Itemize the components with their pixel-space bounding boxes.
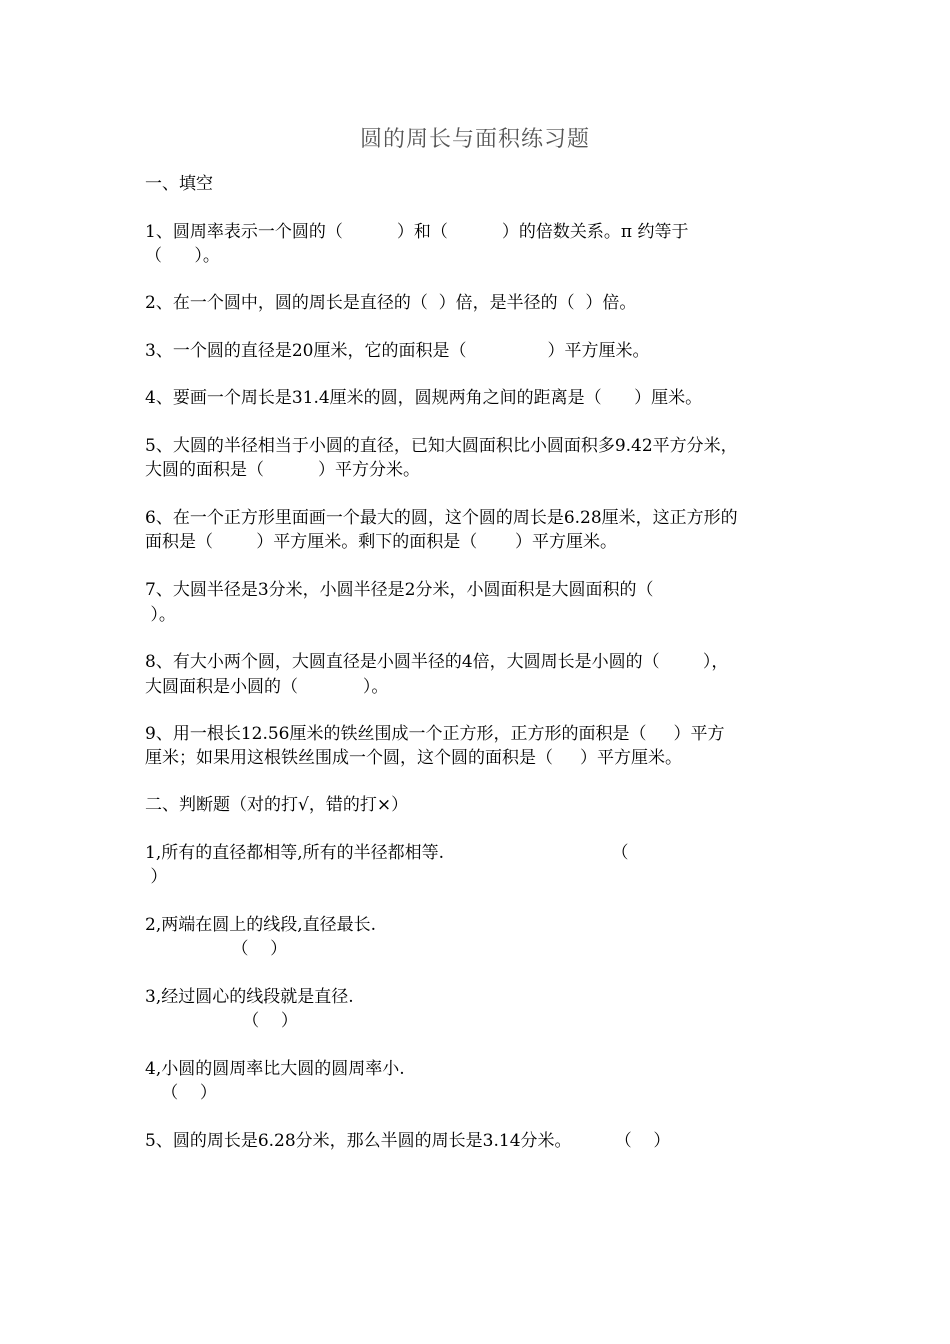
judgment-line: 2,两端在圆上的线段,直径最长. <box>145 915 377 935</box>
question-line: 1、圆周率表示一个圆的（ ）和（ ）的倍数关系。π 约等于 <box>145 222 689 242</box>
question-line: 8、有大小两个圆，大圆直径是小圆半径的4倍，大圆周长是小圆的（ ）， <box>145 652 729 672</box>
question-line: 面积是（ ）平方厘米。剩下的面积是（ ）平方厘米。 <box>145 532 618 552</box>
judgment-line: 5、圆的周长是6.28分米，那么半圆的周长是3.14分米。 （ ） <box>145 1131 671 1151</box>
judgment-line: 4,小圆的圆周率比大圆的圆周率小. <box>145 1059 405 1079</box>
question-line: 7、大圆半径是3分米，小圆半径是2分米，小圆面积是大圆面积的（ <box>145 580 654 600</box>
judgment-line: （ ） <box>145 1083 217 1103</box>
judgment-line: 3,经过圆心的线段就是直径. <box>145 987 354 1007</box>
question-line: 厘米；如果用这根铁丝围成一个圆，这个圆的面积是（ ）平方厘米。 <box>145 748 683 768</box>
question-line: （ ）。 <box>145 246 220 266</box>
judgment-line: （ ） <box>145 1011 298 1031</box>
question-line: 大圆面积是小圆的（ ）。 <box>145 677 389 697</box>
question-line: 2、在一个圆中，圆的周长是直径的（ ）倍，是半径的（ ）倍。 <box>145 293 637 313</box>
question-line: 5、大圆的半径相当于小圆的直径，已知大圆面积比小圆面积多9.42平方分米， <box>145 436 738 456</box>
document-title: 圆的周长与面积练习题 <box>359 127 590 152</box>
question-line: 3、一个圆的直径是20厘米，它的面积是（ ）平方厘米。 <box>145 341 650 361</box>
judgment-line: ） <box>145 867 168 887</box>
question-line: 大圆的面积是（ ）平方分米。 <box>145 460 421 480</box>
question-line: 4、要画一个周长是31.4厘米的圆，圆规两角之间的距离是（ ）厘米。 <box>145 388 703 408</box>
question-line: 6、在一个正方形里面画一个最大的圆，这个圆的周长是6.28厘米，这正方形的 <box>145 508 738 528</box>
judgment-line: 1,所有的直径都相等,所有的半径都相等. （ <box>145 843 629 863</box>
section-heading-true-false: 二、判断题（对的打√，错的打×） <box>145 795 409 815</box>
section-heading-fill-blank: 一、填空 <box>145 174 213 194</box>
question-line: ）。 <box>145 605 176 625</box>
judgment-line: （ ） <box>145 939 288 959</box>
question-line: 9、用一根长12.56厘米的铁丝围成一个正方形，正方形的面积是（ ）平方 <box>145 724 725 744</box>
